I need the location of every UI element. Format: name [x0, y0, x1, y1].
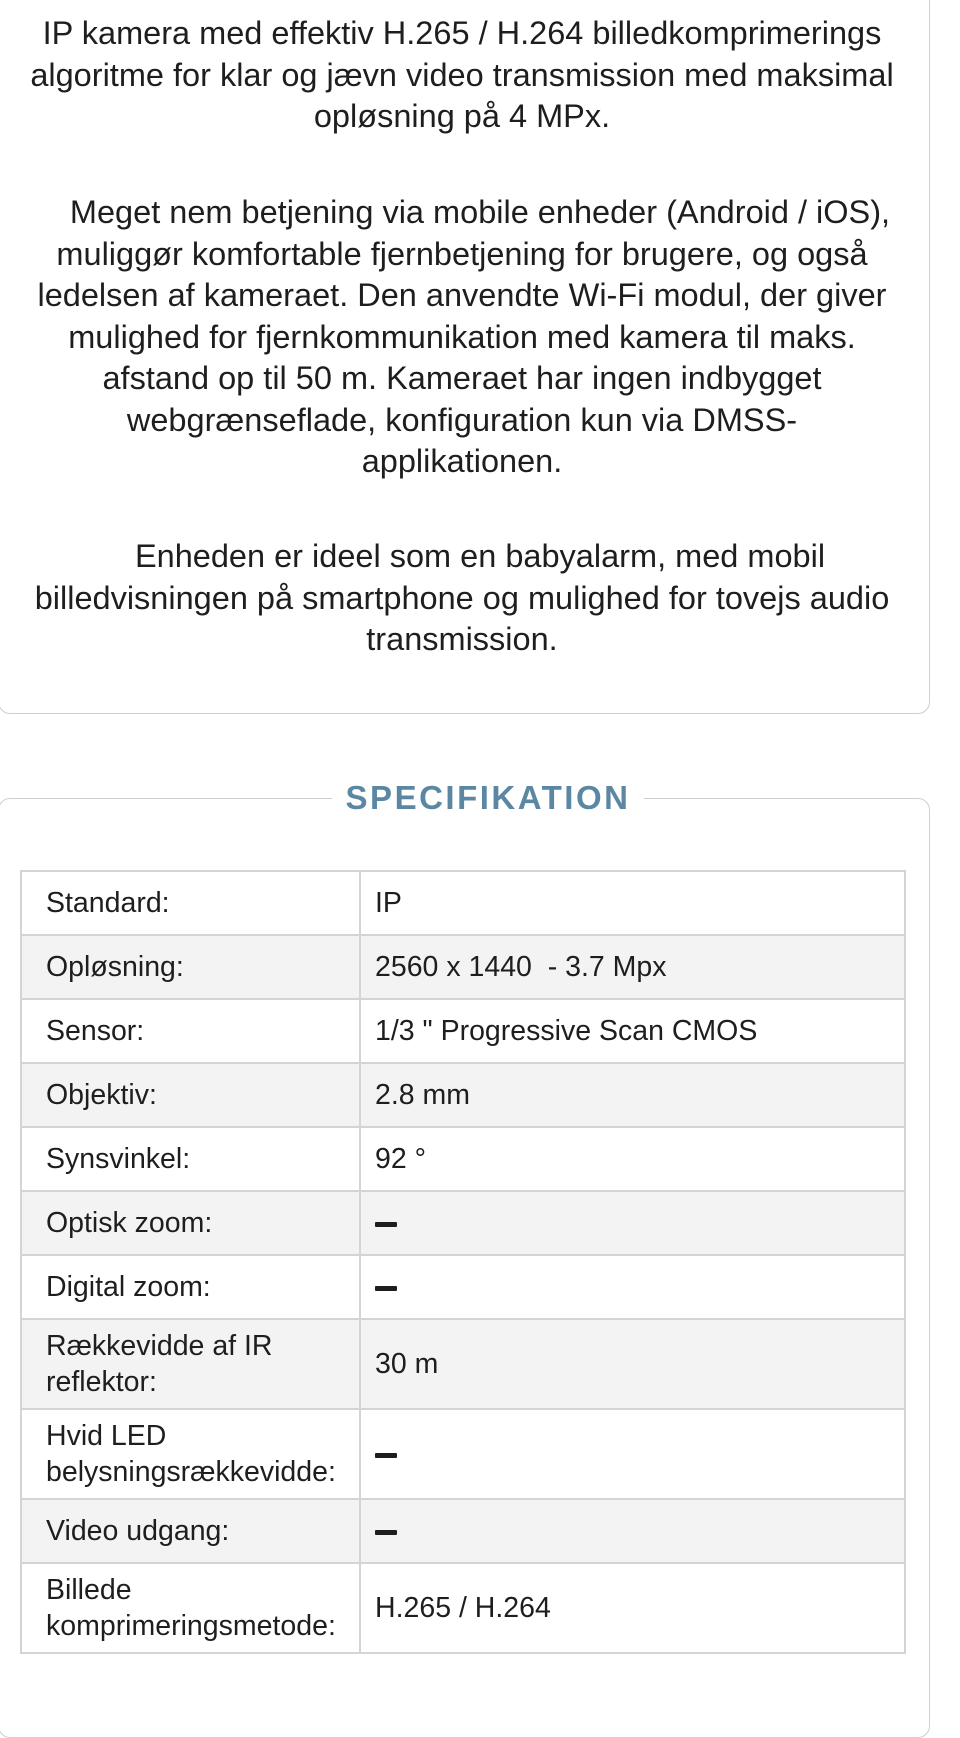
spec-label-video-output: Video udgang: [21, 1499, 360, 1563]
table-row [21, 1127, 905, 1191]
description-paragraph-2: Meget nem betjening via mobile enheder (Android / iOS), muliggør komfortable fjernbetjening for brugere, og også ledelsen af kameraet. Den anvendte Wi-Fi modul, der giver mulighed for fjernkommunikation med kamera til maks. afstand op til 50 m. Kameraet har ingen indbygget webgrænseflade, konfiguration kun via DMSS-applikationen. [37, 194, 891, 479]
spec-label-ir-range: Rækkevidde af IR reflektor: [21, 1319, 360, 1409]
table-row [21, 871, 905, 935]
spec-label-white-led-range: Hvid LED belysningsrækkevidde: [21, 1409, 360, 1499]
dash-icon [375, 1453, 397, 1458]
spec-label-optical-zoom: Optisk zoom: [21, 1191, 360, 1255]
specification-table [20, 870, 906, 1654]
table-row [21, 1319, 905, 1409]
table-row [21, 1063, 905, 1127]
spec-value-compression: H.265 / H.264 [360, 1563, 905, 1653]
spec-label-digital-zoom: Digital zoom: [21, 1255, 360, 1319]
spec-value-white-led-range [360, 1409, 905, 1499]
table-row [21, 1499, 905, 1563]
table-row [21, 999, 905, 1063]
spec-label-resolution: Opløsning: [21, 935, 360, 999]
table-row [21, 1563, 905, 1653]
spec-value-ir-range: 30 m [360, 1319, 905, 1409]
dash-icon [375, 1286, 397, 1291]
spec-value-lens: 2.8 mm [360, 1063, 905, 1127]
spec-value-resolution: 2560 x 1440 - 3.7 Mpx [360, 935, 905, 999]
description-paragraph-3: Enheden er ideel som en babyalarm, med mobil billedvisningen på smartphone og mulighed for tovejs audio transmission. [34, 538, 890, 657]
spec-value-optical-zoom [360, 1191, 905, 1255]
spec-label-compression: Billede komprimeringsmetode: [21, 1563, 360, 1653]
table-row [21, 1255, 905, 1319]
dash-icon [375, 1530, 397, 1535]
spec-label-standard: Standard: [21, 871, 360, 935]
spec-label-sensor: Sensor: [21, 999, 360, 1063]
spec-value-video-output [360, 1499, 905, 1563]
dash-icon [375, 1222, 397, 1227]
specification-title: SPECIFIKATION [332, 778, 644, 818]
spec-value-digital-zoom [360, 1255, 905, 1319]
table-row [21, 935, 905, 999]
spec-label-lens: Objektiv: [21, 1063, 360, 1127]
table-row [21, 1191, 905, 1255]
spec-value-view-angle: 92 ° [360, 1127, 905, 1191]
spec-value-sensor: 1/3 " Progressive Scan CMOS [360, 999, 905, 1063]
spec-value-standard: IP [360, 871, 905, 935]
spec-label-view-angle: Synsvinkel: [21, 1127, 360, 1191]
table-row [21, 1409, 905, 1499]
description-paragraph-1: IP kamera med effektiv H.265 / H.264 billedkomprimerings algoritme for klar og jævn video transmission med maksimal opløsning på 4 MPx. [30, 15, 894, 134]
